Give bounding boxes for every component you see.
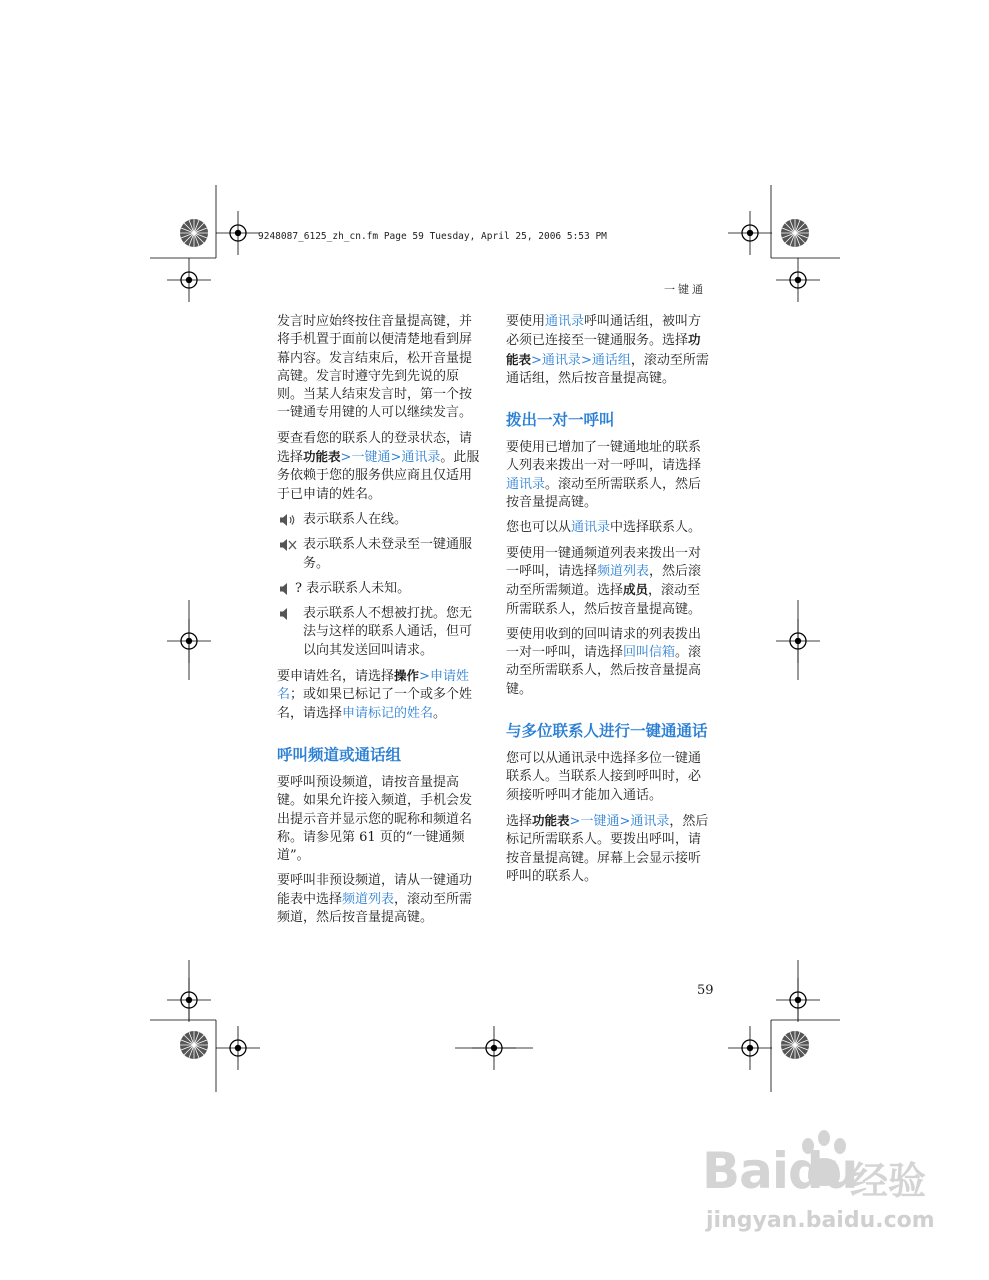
status-row-online: 表示联系人在线。 (277, 511, 482, 529)
paragraph: 要查看您的联系人的登录状态，请选择功能表>一键通>通讯录。此服务依赖于您的服务供应商且仅适用于已申请的姓名。 (277, 430, 480, 502)
watermark-cn: 经验 (850, 1159, 927, 1203)
link-contacts[interactable]: 通讯录 (545, 314, 585, 329)
watermark-logo (700, 1130, 980, 1240)
paragraph: 您可以从通讯录中选择多位一键通联系人。当联系人接到呼叫时，必须接听呼叫才能加入通话。 (506, 751, 702, 803)
page-number: 59 (697, 983, 714, 998)
link-ptt[interactable]: 一键通 (580, 813, 620, 829)
paragraph: 要使用已增加了一键通地址的联系人列表来拨出一对一呼叫，请选择通讯录。滚动至所需联系人，然后按音量提高键。 (506, 440, 702, 511)
right-column (506, 313, 711, 893)
heading-multi-contact: 与多位联系人进行一键通通话 (506, 722, 708, 741)
status-row-dnd: 表示联系人不想被打扰。您无法与这样的联系人通话，但可以向其发送回叫请求。 (277, 605, 482, 660)
left-column (277, 313, 482, 934)
link-contacts[interactable]: 通讯录 (506, 476, 546, 492)
paragraph: 要使用一键通频道列表来拨出一对一呼叫，请选择频道列表，然后滚动至所需频道。选择成员，滚动至所需联系人，然后按音量提高键。 (506, 545, 702, 617)
section-tag: 一键通 (664, 283, 706, 296)
speaker-on-icon (279, 513, 297, 527)
paragraph: 您也可以从通讯录中选择联系人。 (506, 520, 702, 536)
status-row-offline: 表示联系人未登录至一键通服务。 (277, 536, 482, 573)
paragraph: 要呼叫非预设频道，请从一键通功能表中选择频道列表，滚动至所需频道，然后按音量提高键。 (277, 873, 473, 926)
link-callback-inbox[interactable]: 回叫信箱 (623, 645, 676, 661)
watermark-url: jingyan.baidu.com (706, 1208, 935, 1233)
link-request-marked[interactable]: 申请标记的姓名 (342, 705, 434, 721)
speaker-off-icon (279, 538, 297, 552)
paragraph: 选择功能表>一键通>通讯录，然后标记所需联系人。要拨出呼叫，请按音量提高键。屏幕上会显示接听呼叫的联系人。 (506, 812, 709, 884)
link-channel-list[interactable]: 频道列表 (597, 563, 650, 579)
heading-one-to-one: 拨出一对一呼叫 (506, 411, 615, 430)
link-contacts[interactable]: 通讯录 (401, 450, 441, 466)
paragraph: 要申请姓名，请选择操作>申请姓名；或如果已标记了一个或多个姓名，请选择申请标记的姓名。 (277, 668, 473, 721)
paragraph: 要呼叫预设频道，请按音量提高键。如果允许接入频道，手机会发出提示音并显示您的昵称和频道名称。请参见第 61 页的“一键通频道”。 (277, 774, 473, 864)
link-groups[interactable]: 通话组 (591, 352, 631, 368)
paragraph: 发言时应始终按住音量提高键，并将手机置于面前以便清楚地看到屏幕内容。发言结束后，松开音量提高键。发言时遵守先到先说的原则。当某人结束发言时，第一个按一键通专用键的人可以继续发言。 (277, 314, 473, 421)
link-ptt[interactable]: 一键通 (351, 450, 391, 466)
link-contacts[interactable]: 通讯录 (541, 352, 581, 368)
link-channel-list[interactable]: 频道列表 (342, 891, 395, 907)
speaker-mute-icon (279, 607, 297, 621)
paragraph: 要使用收到的回叫请求的列表拨出一对一呼叫，请选择回叫信箱。滚动至所需联系人，然后按音量提高键。 (506, 626, 702, 697)
speaker-unknown-icon (279, 582, 289, 596)
status-row-unknown: ? 表示联系人未知。 (277, 580, 482, 598)
heading-call-channel: 呼叫频道或通话组 (277, 745, 402, 764)
watermark-brand: Baidu (702, 1142, 858, 1200)
link-contacts[interactable]: 通讯录 (571, 520, 611, 536)
link-request-name[interactable]: 申请姓名 (277, 669, 469, 703)
paragraph: 要使用通讯录呼叫通话组，被叫方必须已连接至一键通服务。选择功能表>通讯录>通话组，滚动至所需通话组，然后按音量提高键。 (506, 314, 709, 386)
link-contacts[interactable]: 通讯录 (630, 813, 670, 829)
file-header: 9248087_6125_zh_cn.fm Page 59 Tuesday, April 25, 2006 5:53 PM (258, 231, 607, 242)
